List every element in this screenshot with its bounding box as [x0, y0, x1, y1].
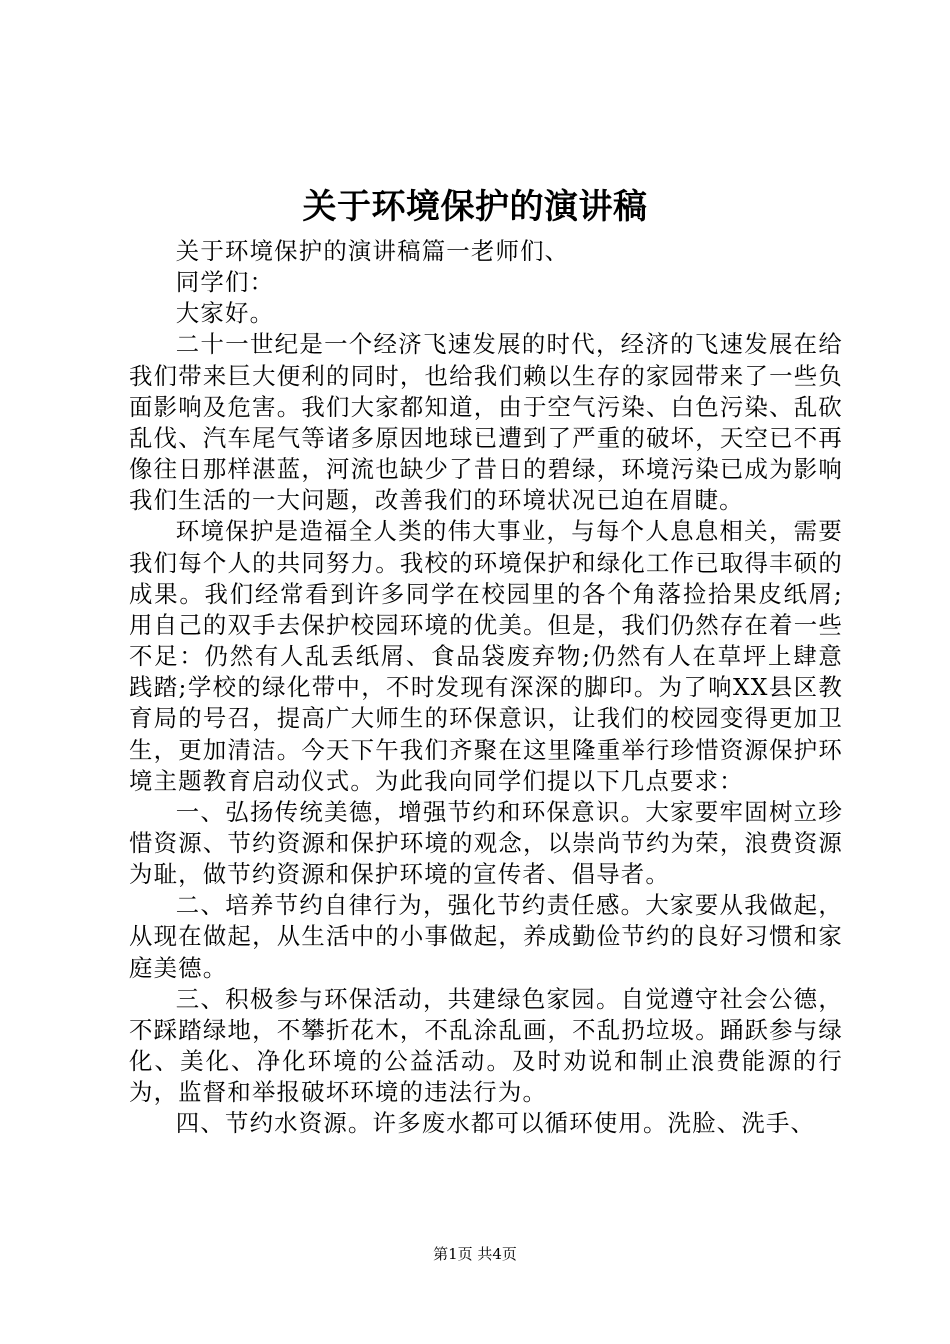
paragraph-intro: 关于环境保护的演讲稿篇一老师们、: [175, 237, 570, 265]
paragraph-greeting: 大家好。: [175, 299, 275, 328]
paragraph-school-environment: 环境保护是造福全人类的伟大事业，与每个人息息相关，需要我们每个人的共同努力。我校的环境保护和绿化工作已取得丰硕的成果。我们经常看到许多同学在校园里的各个角落捡拾果皮纸屑;用自己的双手去保护校园环境的优美。但是，我们仍然存在着一些不足：仍然有人乱丢纸屑、食品袋废弃物;仍然有人在草坪上肆意践踏;学校的绿化带中，不时发现有深深的脚印。为了响XX县区教育局的号召，提高广大师生的环保意识，让我们的校园变得更加卫生，更加清洁。今天下午我们齐聚在这里隆重举行珍惜资源保护环境主题教育启动仪式。为此我向同学们提以下几点要求：: [129, 517, 843, 795]
paragraph-requirement-3: 三、积极参与环保活动，共建绿色家园。自觉遵守社会公德，不踩踏绿地，不攀折花木，不乱涂乱画，不乱扔垃圾。踊跃参与绿化、美化、净化环境的公益活动。及时劝说和制止浪费能源的行为，监督和举报破坏环境的违法行为。: [129, 984, 843, 1107]
page-footer: 第1页 共4页: [433, 1245, 517, 1263]
paragraph-context: 二十一世纪是一个经济飞速发展的时代，经济的飞速发展在给我们带来巨大便利的同时，也给我们赖以生存的家园带来了一些负面影响及危害。我们大家都知道，由于空气污染、白色污染、乱砍乱伐、汽车尾气等诸多原因地球已遭到了严重的破坏，天空已不再像往日那样湛蓝，河流也缺少了昔日的碧绿，环境污染已成为影响我们生活的一大问题，改善我们的环境状况已迫在眉睫。: [129, 330, 843, 515]
document-title: 关于环境保护的演讲稿: [302, 187, 648, 227]
paragraph-requirement-4: 四、节约水资源。许多废水都可以循环使用。洗脸、洗手、: [175, 1109, 816, 1138]
paragraph-requirement-1: 一、弘扬传统美德，增强节约和环保意识。大家要牢固树立珍惜资源、节约资源和保护环境的观念，以崇尚节约为荣，浪费资源为耻，做节约资源和保护环境的宣传者、倡导者。: [129, 797, 843, 889]
paragraph-requirement-2: 二、培养节约自律行为，强化节约责任感。大家要从我做起，从现在做起，从生活中的小事做起，养成勤俭节约的良好习惯和家庭美德。: [129, 891, 843, 982]
document-body: [129, 236, 843, 1140]
paragraph-salutation: 同学们：: [175, 268, 275, 297]
